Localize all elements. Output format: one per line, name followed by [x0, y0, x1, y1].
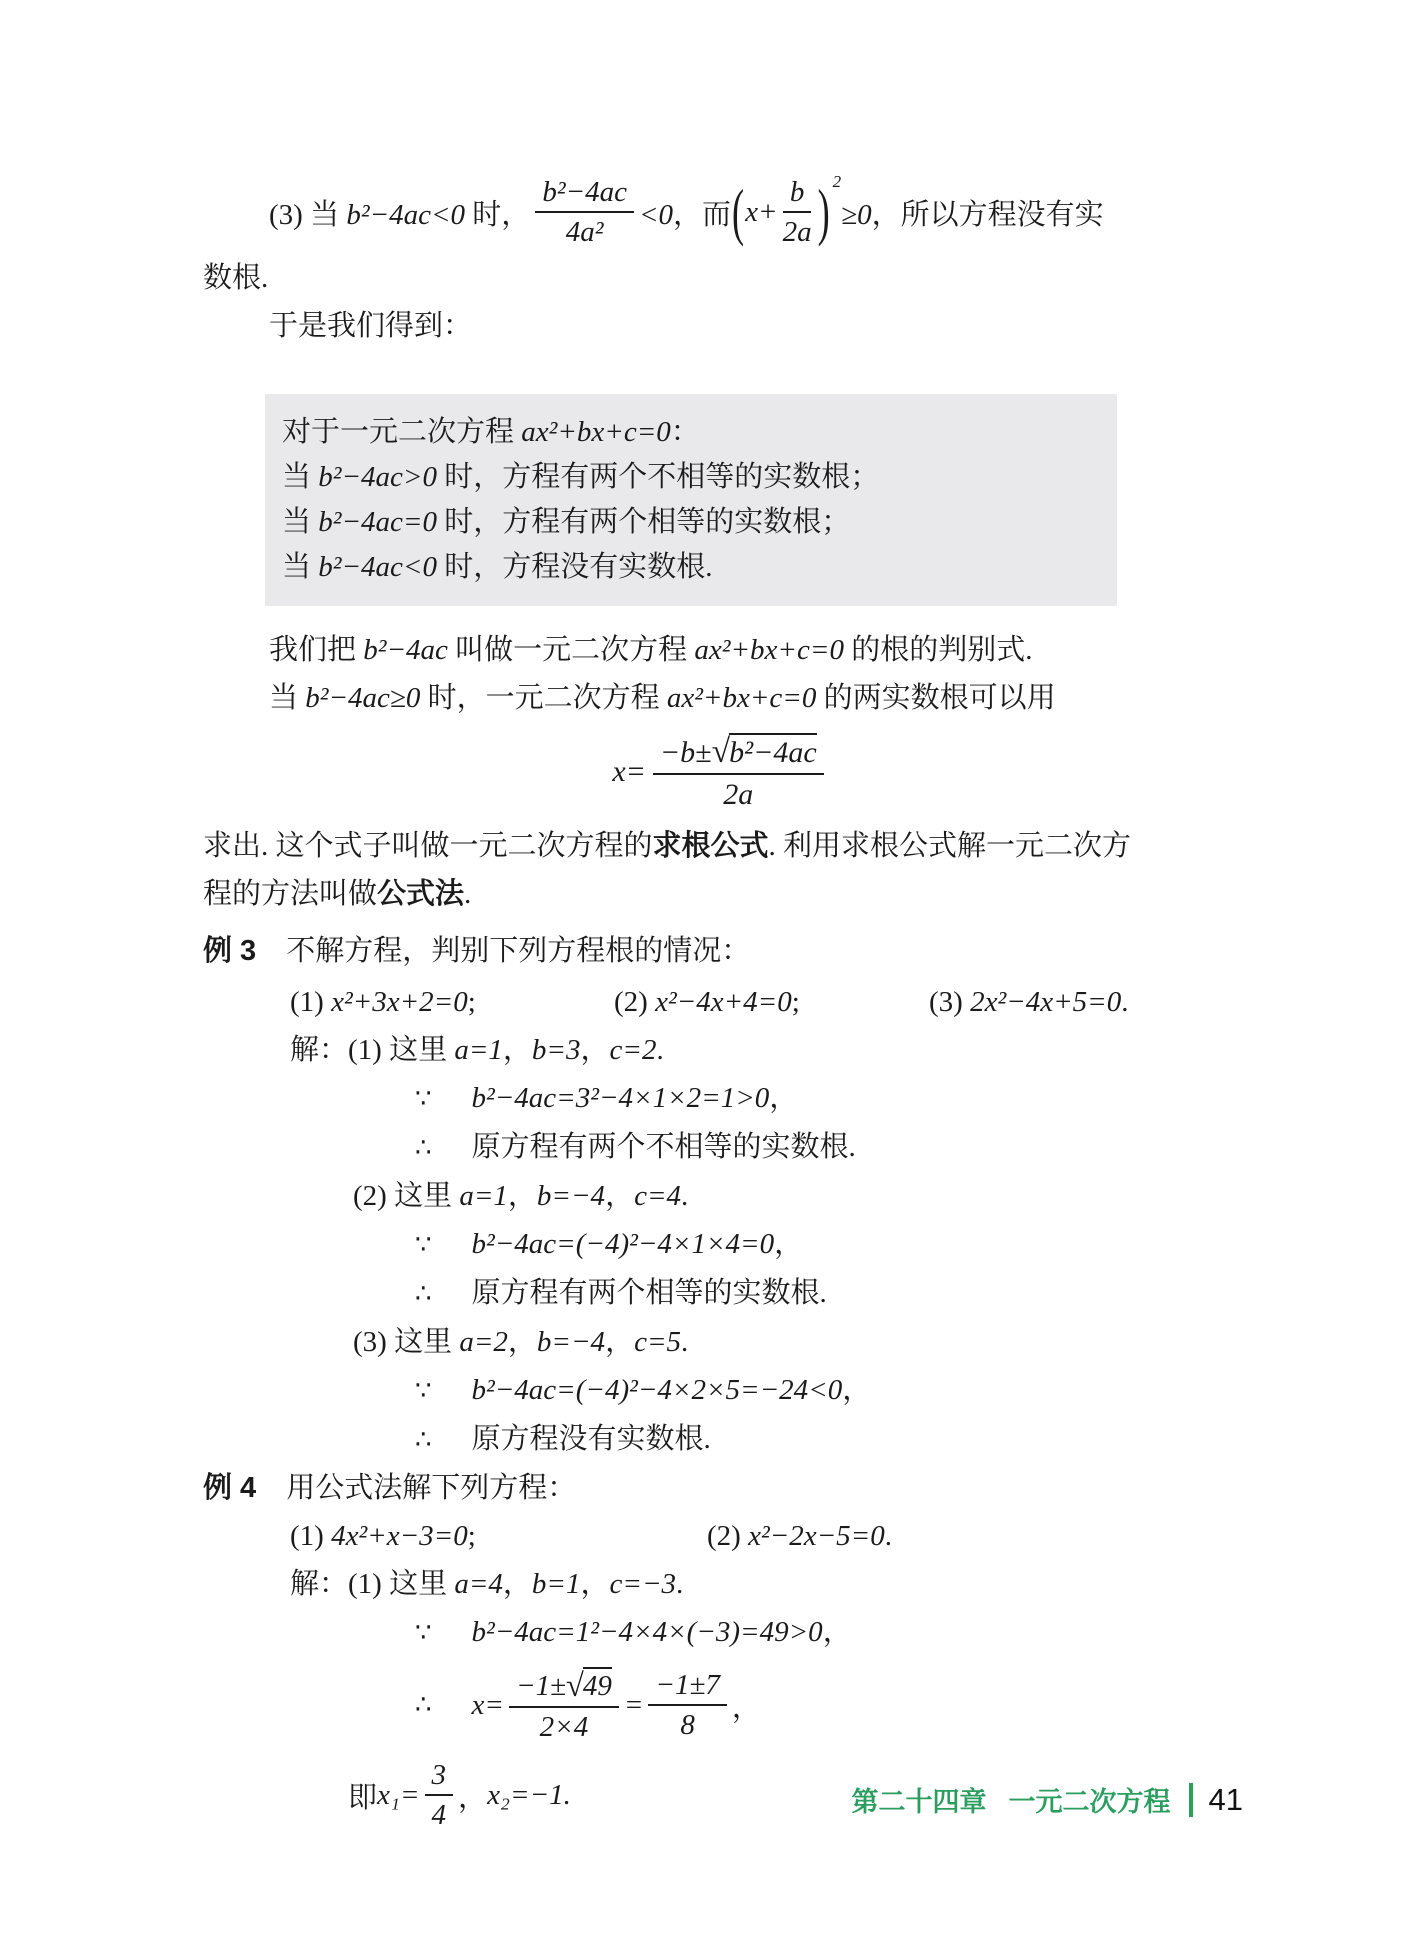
example3-heading — [203, 924, 1238, 978]
fraction-denominator: 8 — [680, 1709, 695, 1741]
because-icon: ∵ — [415, 1376, 432, 1406]
radicand: b²−4ac — [729, 733, 817, 770]
case3-text-mid: <0，而 — [638, 198, 732, 231]
fraction-discriminant-over-4a2 — [535, 176, 634, 249]
numerator-prefix: −1± — [516, 1670, 566, 1703]
example3-because-1 — [203, 1074, 1238, 1123]
fraction-root-expression — [509, 1667, 619, 1744]
example4-title: 用公式法解下列方程： — [286, 1472, 577, 1504]
radicand: 49 — [583, 1667, 612, 1702]
equals-sign: = — [623, 1688, 644, 1721]
fraction-denominator: 4 — [431, 1799, 447, 1831]
example3-solution-intro: 解：(1) 这里 a=1，b=3，c=2. — [290, 1034, 664, 1066]
example4-eq1: (1) 4x²+x−3=0; — [290, 1520, 476, 1552]
paragraph-case3 — [203, 170, 1238, 254]
because-2-text: b²−4ac=(−4)²−4×1×4=0， — [471, 1228, 804, 1260]
therefore-2-text: 原方程有两个相等的实数根. — [471, 1277, 827, 1309]
therefore-icon: ∴ — [415, 1690, 432, 1720]
box-line-2: 当 b²−4ac>0 时，方程有两个不相等的实数根； — [282, 461, 880, 493]
fraction-denominator: 2a — [782, 216, 812, 248]
trailing-comma: ， — [731, 1691, 761, 1724]
fraction-numerator: −1±7 — [648, 1669, 727, 1706]
example3-therefore-2 — [203, 1269, 1238, 1318]
example4-label: 例 4 — [203, 1472, 257, 1504]
fraction-numerator: 3 — [425, 1759, 454, 1796]
example3-title: 不解方程，判别下列方程根的情况： — [286, 935, 751, 967]
final-mid: ， — [458, 1781, 488, 1814]
because-text: b²−4ac=1²−4×4×(−3)=49>0， — [471, 1616, 852, 1648]
footer-section: 一元二次方程 — [1008, 1787, 1171, 1817]
example3-label: 例 3 — [203, 935, 257, 967]
example4-equations — [203, 1512, 1238, 1560]
therefore-3-text: 原方程没有实数根. — [471, 1423, 711, 1455]
example4-heading — [203, 1464, 1238, 1512]
paren-inner-x-plus: x+ — [745, 195, 778, 228]
paragraph-lead-in: 于是我们得到： — [269, 310, 473, 342]
example3-eq1: (1) x²+3x+2=0; — [290, 986, 476, 1018]
paragraph-case3-continuation: 数根. — [203, 262, 269, 294]
formula-denominator: 2a — [723, 778, 754, 812]
final-prefix: 即 — [348, 1781, 378, 1814]
example4-solution-intro: 解：(1) 这里 a=4，b=1，c=−3. — [290, 1568, 684, 1600]
because-icon: ∵ — [415, 1084, 432, 1114]
fraction-numerator — [509, 1667, 619, 1708]
example3-item-2: (2) 这里 a=1，b=−4，c=4. — [353, 1180, 689, 1212]
example3-eq3: (3) 2x²−4x+5=0. — [929, 986, 1129, 1018]
case3-text-pre: (3) 当 b²−4ac<0 时， — [269, 198, 531, 231]
example4-therefore-formula — [203, 1657, 1238, 1753]
paragraph-formula-name-2: 程的方法叫做公式法. — [203, 878, 472, 910]
fraction-denominator: 4a² — [565, 216, 604, 248]
fraction-three-fourths — [425, 1759, 454, 1832]
conclusion-box — [265, 394, 1117, 606]
footer-page-number: 41 — [1208, 1781, 1243, 1817]
paragraph-discriminant: 我们把 b²−4ac 叫做一元二次方程 ax²+bx+c=0 的根的判别式. — [269, 634, 1033, 666]
therefore-icon: ∴ — [415, 1279, 432, 1309]
page-footer — [852, 1780, 1243, 1819]
formula-lhs: x= — [612, 755, 646, 788]
fraction-numerator: b — [783, 176, 812, 213]
example3-because-3 — [203, 1366, 1238, 1415]
example3-eq2: (2) x²−4x+4=0; — [614, 986, 800, 1018]
formula-fraction — [653, 732, 824, 811]
root-x1: x₁= — [377, 1778, 420, 1811]
formula-numerator — [653, 732, 824, 775]
box-line-1: 对于一元二次方程 ax²+bx+c=0： — [282, 416, 700, 448]
example4-eq2: (2) x²−2x−5=0. — [707, 1520, 892, 1552]
x-equals: x= — [471, 1688, 504, 1721]
box-line-4: 当 b²−4ac<0 时，方程没有实数根. — [282, 551, 713, 583]
example3-therefore-1 — [203, 1123, 1238, 1172]
because-icon: ∵ — [415, 1618, 432, 1648]
radical-sign: √ — [711, 733, 731, 771]
case3-text-post: ≥0，所以方程没有实 — [841, 198, 1104, 231]
page-content — [203, 170, 1238, 1837]
fraction-b-over-2a — [783, 176, 812, 249]
radical-sign: √ — [566, 1667, 584, 1704]
paragraph-formula-name-1: 求出. 这个式子叫做一元二次方程的求根公式. 利用求根公式解一元二次方 — [203, 830, 1132, 862]
footer-divider — [1189, 1783, 1193, 1817]
example4-because — [203, 1608, 1238, 1657]
footer-chapter: 第二十四章 — [851, 1787, 987, 1817]
fraction-numerator: b²−4ac — [535, 176, 634, 213]
left-paren: ( — [732, 177, 745, 247]
squared-paren-group — [731, 171, 842, 249]
exponent-2: 2 — [832, 171, 842, 191]
example3-equations — [203, 978, 1238, 1026]
because-1-text: b²−4ac=3²−4×1×2=1>0， — [471, 1082, 799, 1114]
fraction-denominator: 2×4 — [539, 1710, 589, 1743]
right-paren: ) — [817, 177, 830, 247]
box-line-3: 当 b²−4ac=0 时，方程有两个相等的实数根； — [282, 506, 851, 538]
paragraph-two-roots: 当 b²−4ac≥0 时，一元二次方程 ax²+bx+c=0 的两实数根可以用 — [269, 682, 1056, 714]
because-3-text: b²−4ac=(−4)²−4×2×5=−24<0， — [471, 1374, 872, 1406]
example3-item-3: (3) 这里 a=2，b=−4，c=5. — [353, 1326, 689, 1358]
example3-therefore-3 — [203, 1415, 1238, 1464]
therefore-1-text: 原方程有两个不相等的实数根. — [471, 1131, 856, 1163]
quadratic-formula — [203, 722, 1238, 822]
because-icon: ∵ — [415, 1230, 432, 1260]
therefore-icon: ∴ — [415, 1133, 432, 1163]
example3-because-2 — [203, 1220, 1238, 1269]
fraction-simplified — [648, 1669, 727, 1742]
numerator-prefix: −b± — [659, 736, 712, 770]
root-x2: x₂=−1. — [487, 1778, 571, 1811]
therefore-icon: ∴ — [415, 1425, 432, 1455]
